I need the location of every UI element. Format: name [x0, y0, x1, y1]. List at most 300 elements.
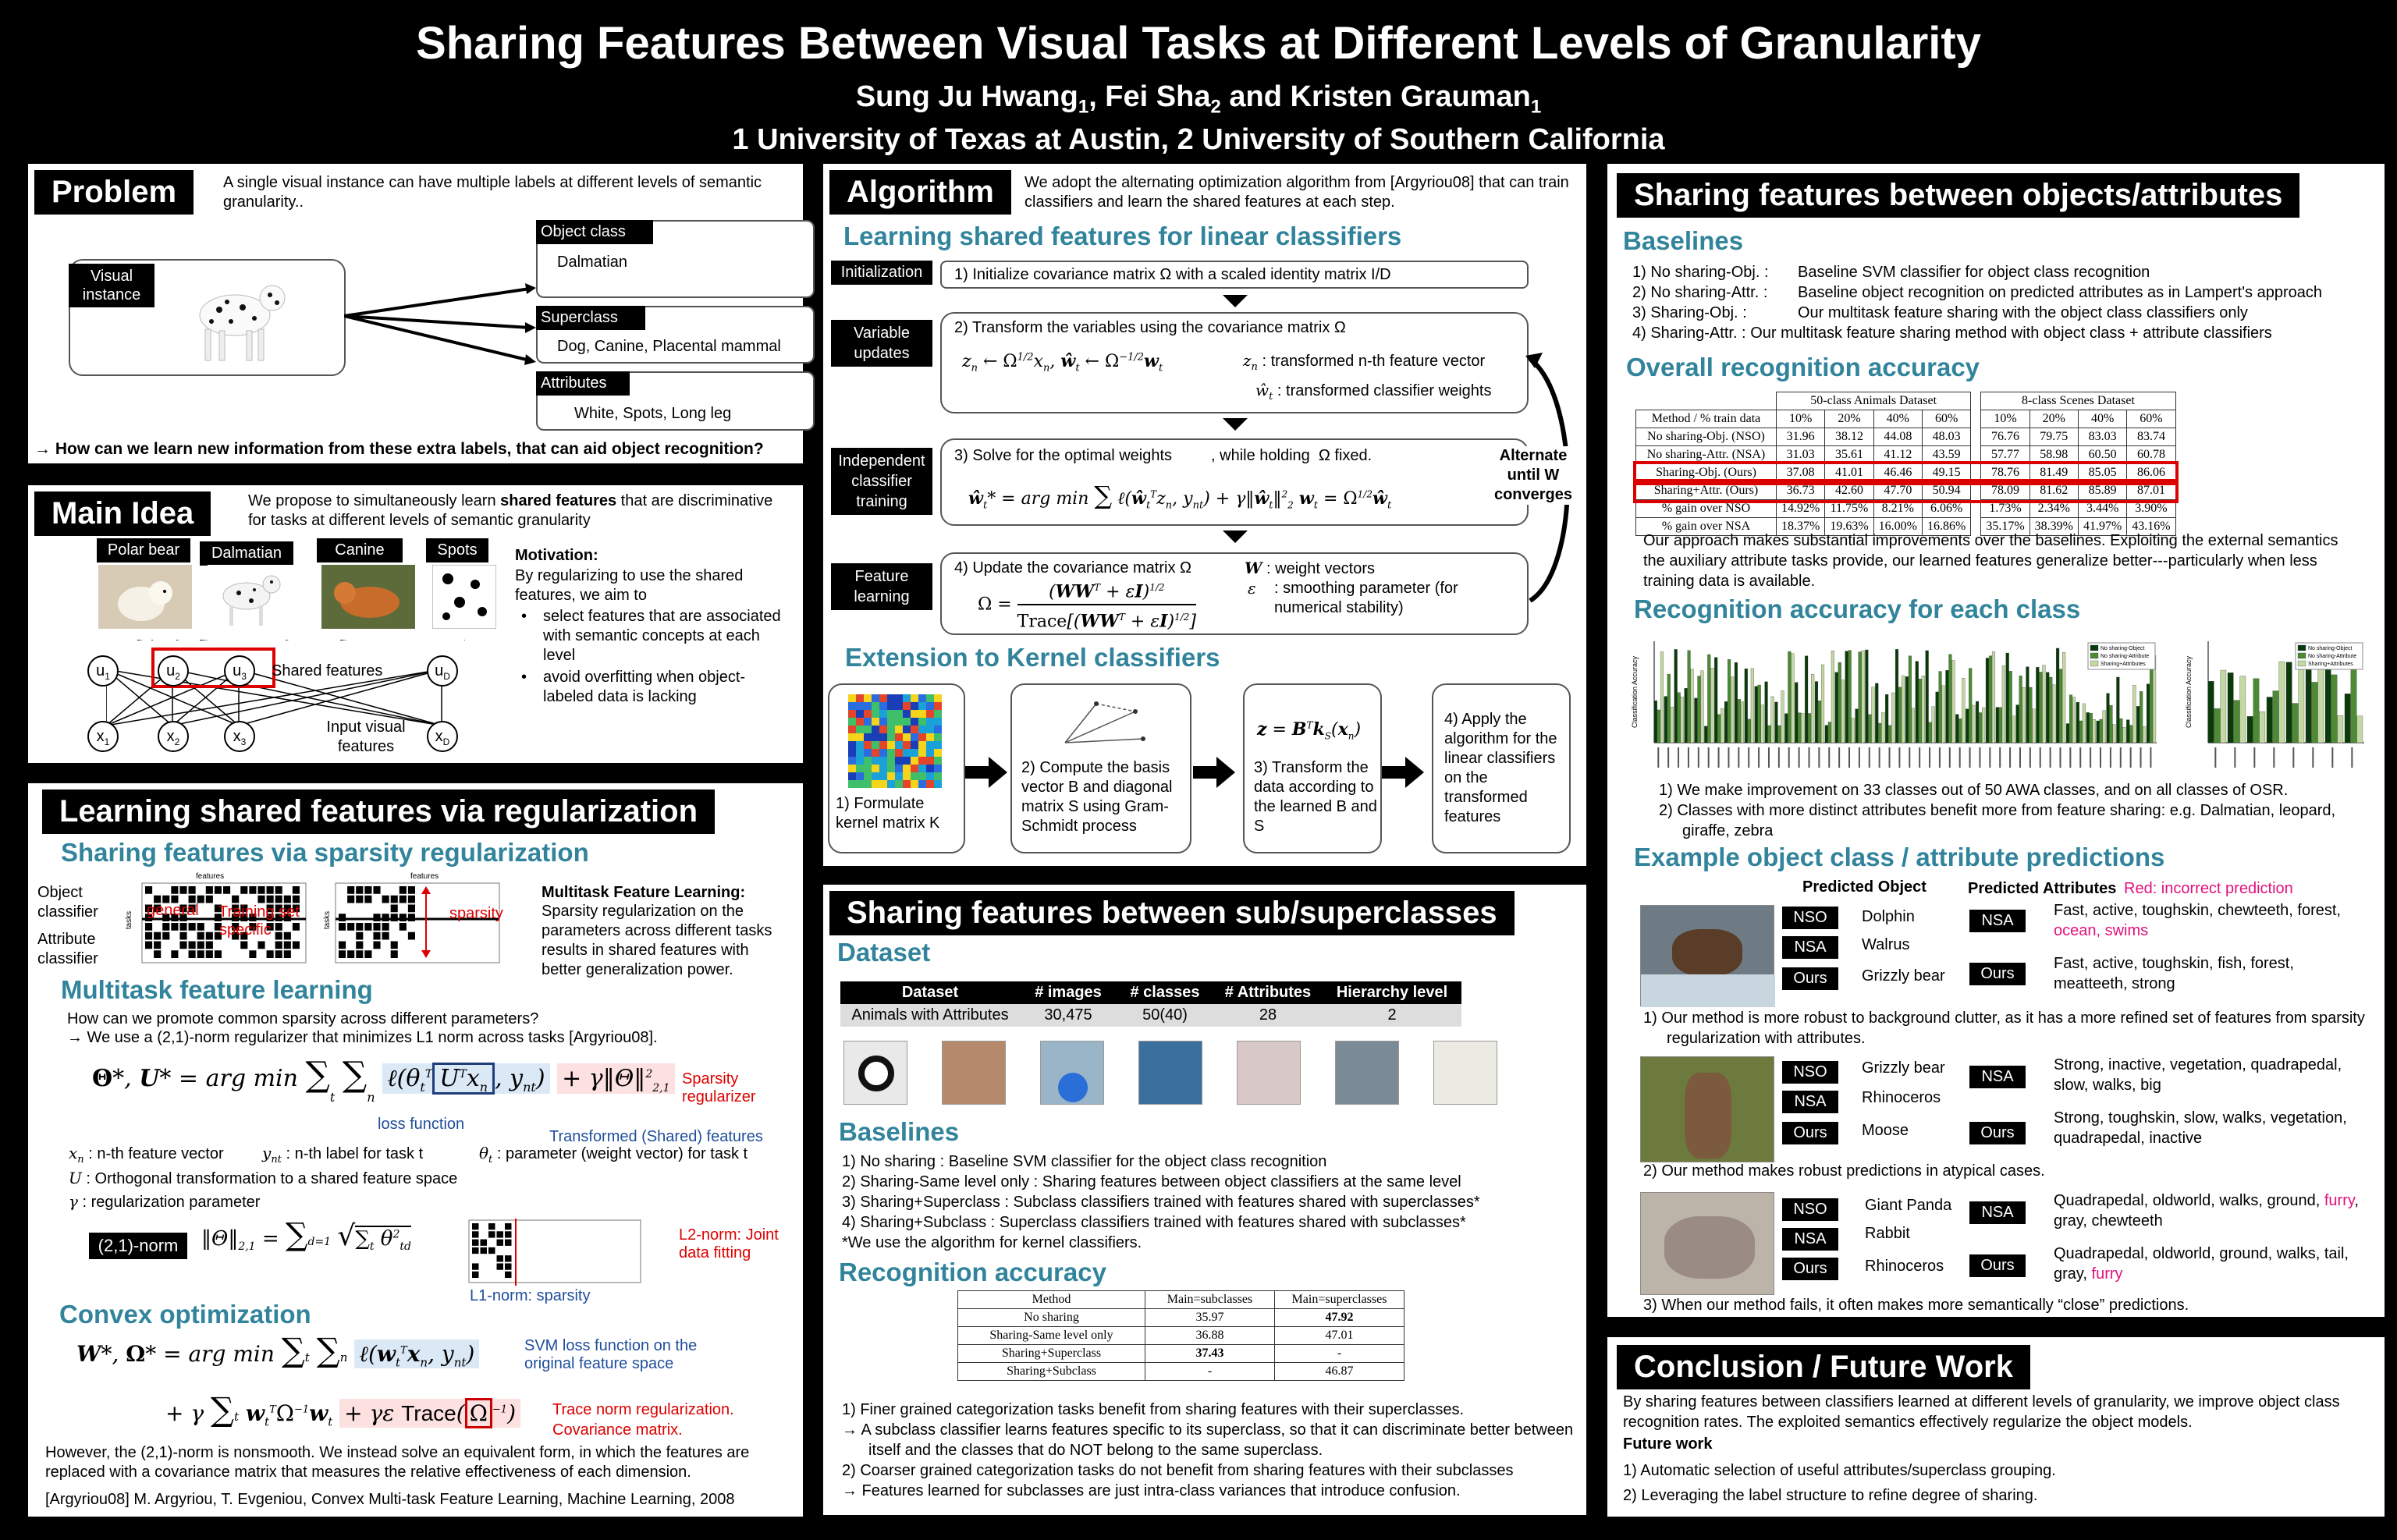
zn-note: $z_n$ : transformed n-th feature vector [1243, 351, 1486, 373]
convex-objective-2: + γ ∑t $w_t^T\Omega^{-1}w_t + \gamma\varepsilon$ Trace( Ω $^{-1}$) [165, 1390, 520, 1429]
motivation-bullet-2: • avoid overfitting when object-labeled data is lacking [521, 669, 746, 705]
heatmap-cell [887, 726, 895, 733]
heatmap-cell [872, 765, 879, 772]
chart-bar [1724, 701, 1728, 743]
main-idea-desc: We propose to simultaneously learn shared features that are discriminative for tasks at different levels of semantic granularity [248, 492, 773, 529]
matrix-cell [339, 950, 346, 958]
matrix-cell [215, 950, 222, 958]
chart-bar [2033, 709, 2036, 743]
matrix-cell [400, 896, 407, 903]
heatmap-cell [848, 780, 856, 788]
matrix-cell [373, 886, 380, 894]
node-x3: $x_3$ [224, 721, 255, 752]
heatmap-cell [895, 757, 903, 765]
matrix-cell [391, 950, 398, 958]
chart-tick-label [1738, 747, 1739, 768]
chart-bar [1811, 674, 1814, 743]
heatmap-cell [934, 757, 942, 765]
def-theta: $\theta_t$ : parameter (weight vector) for task t [479, 1144, 748, 1166]
ex1-nso-tag: NSO [1782, 907, 1838, 929]
matrix-cell [293, 896, 300, 903]
heatmap-cell [879, 772, 887, 780]
chart-bar [2026, 667, 2029, 743]
matrix-cell [267, 886, 274, 894]
step-3-formula: $ŵ_t*$ = arg min ∑ $\ell(ŵ_t^Tz_n$, $y_{nt}$) + $\gamma‖ŵ_t‖^2_2$ $w_t$ = $\Omega^{1/2}ŵ_t$ [968, 481, 1392, 512]
motivation-heading: Motivation: [515, 547, 598, 564]
polar-bear-photo-2 [1433, 1041, 1497, 1105]
chart-tick-label [1657, 747, 1659, 768]
chart-bar [2208, 681, 2214, 743]
matrix-cell [505, 1231, 512, 1237]
ex3-ours-pred: Rhinoceros [1865, 1258, 1944, 1275]
subsuper-baseline-3: 3) Sharing+Superclass : Subclass classifiers trained with features shared with superclasses* [842, 1194, 1480, 1211]
heatmap-cell [879, 726, 887, 733]
node-xd: $x_D$ [427, 721, 458, 752]
heatmap-cell [934, 718, 942, 726]
heatmap-cell [926, 772, 934, 780]
chart-bar [2079, 721, 2083, 743]
each-class-heading: Recognition accuracy for each class [1634, 594, 2081, 623]
chart-bar [1926, 651, 1929, 743]
heatmap-cell [856, 772, 864, 780]
chart-bar [2009, 671, 2012, 743]
matrix-cell [488, 1247, 495, 1254]
heatmap-cell [887, 765, 895, 772]
matrix-cell [505, 1223, 512, 1230]
heatmap-cell [879, 694, 887, 702]
step-4-formula: Ω = $(WW^T + \varepsilon I)^{1/2}$ $Trace[(WW^T + \varepsilon I)^{1/2}]$ [978, 576, 1196, 634]
heatmap-cell [918, 694, 926, 702]
overall-table-row-ours: Sharing+Attr. (Ours) 36.73 42.60 47.70 50.94 78.09 81.62 85.89 87.01 [1636, 482, 2176, 500]
ex3-nsa-tag: NSA [1782, 1228, 1838, 1251]
chart-tick-label [1859, 747, 1860, 768]
chart-bar [1852, 718, 1855, 743]
chart-bar [1698, 676, 1701, 743]
tasks-label-right: tasks [323, 910, 332, 930]
heatmap-cell [856, 726, 864, 733]
chart-tick-label [1838, 747, 1840, 768]
chart-bar [2273, 691, 2278, 743]
chart-bar [1701, 671, 1704, 743]
heatmap-cell [895, 772, 903, 780]
chart-tick-label [1698, 747, 1699, 768]
convex-objective-1: W*, Ω* = arg min ∑t ∑n $\ell(w_t^Tx_n$, $y_{nt}$) [76, 1331, 479, 1370]
legend-swatch [2090, 653, 2098, 658]
heatmap-cell [864, 718, 872, 726]
each-class-note-1: 1) We make improvement on 33 classes out of 50 AWA classes, and on all classes of OSR. [1659, 782, 2289, 799]
chart-bar [2143, 726, 2146, 743]
heatmap-cell [864, 694, 872, 702]
chart-bar [1942, 686, 1945, 743]
matrix-cell [356, 950, 363, 958]
chart-bar [2228, 672, 2233, 743]
heatmap-cell [864, 726, 872, 733]
chart-bar [1835, 672, 1838, 743]
heatmap-cell [864, 733, 872, 741]
chart-bar [2006, 653, 2009, 743]
chart-bar [1735, 662, 1738, 743]
dataset-table-header: Dataset # images # classes # Attributes Hierarchy level [840, 981, 1461, 1004]
motivation-text: By regularizing to use the shared features, we aim to [515, 567, 744, 604]
matrix-cell [171, 923, 178, 931]
matrix-cell [275, 950, 282, 958]
attributes-value: White, Spots, Long leg [574, 405, 732, 422]
chart-bar [1815, 682, 1818, 743]
problem-panel [28, 164, 803, 463]
heatmap-cell [911, 694, 918, 702]
objattr-baseline-4: 4) Sharing-Attr. : Our multitask feature sharing method with object class + attribute classifiers [1632, 325, 2272, 342]
chart-bar [1862, 651, 1865, 743]
future-work-heading: Future work [1623, 1435, 1713, 1453]
heatmap-cell [895, 718, 903, 726]
ex1-nsa-pred: Walrus [1862, 936, 1910, 953]
mtl-objective: Θ*, U* = arg $\min \sum_t$ $\sum_n$ $\ell(\theta_t^T$ $U^Tx_n$ , $y_{nt}$) + γ‖Θ‖$^2_{2,1}$ [92, 1055, 675, 1105]
heatmap-cell [864, 702, 872, 710]
matrix-cell [497, 1255, 504, 1261]
matrix-cell [472, 1231, 479, 1237]
kernel-step-4-text: 4) Apply the algorithm for the linear classifiers on the transformed features [1444, 711, 1557, 825]
subsuper-note-3: 2) Coarser grained categorization tasks do not benefit from sharing features with their subclasses [842, 1462, 1514, 1479]
matrix-cell [391, 942, 398, 949]
mtl-question-1: How can we promote common sparsity across different parameters? [67, 1010, 539, 1027]
heatmap-cell [864, 780, 872, 788]
heatmap-cell [903, 772, 911, 780]
animal-photo-3 [1040, 1041, 1104, 1105]
matrix-cell [505, 1240, 512, 1246]
chart-bar [1758, 685, 1761, 743]
chart-bar [2286, 662, 2292, 743]
heatmap-cell [926, 694, 934, 702]
chart-tick-label [2050, 747, 2051, 768]
heatmap-cell [848, 694, 856, 702]
chart-bar [1801, 713, 1804, 743]
ex2-nso-pred: Grizzly bear [1862, 1059, 1945, 1077]
heatmap-cell [926, 741, 934, 749]
heatmap-cell [872, 772, 879, 780]
chart-bar [1728, 659, 1731, 743]
heatmap-cell [887, 757, 895, 765]
matrix-cell [267, 896, 274, 903]
matrix-cell [373, 932, 380, 940]
panda-photo [843, 1041, 907, 1105]
matrix-cell [189, 886, 196, 894]
pred-object-header: Predicted Object [1802, 878, 1926, 896]
chart-bar [1848, 651, 1852, 743]
heatmap-cell [926, 765, 934, 772]
norm-formula: $‖\Theta‖_{2,1} = \sum d=1$ $√\sum_t$ $\theta^2_{td}$ [201, 1217, 411, 1254]
matrix-cell [364, 886, 371, 894]
chart-tick-label [1818, 747, 1820, 768]
chart-bar [2357, 716, 2363, 743]
heatmap-cell [934, 710, 942, 718]
overall-table-row-ours: Sharing-Obj. (Ours) 37.08 41.01 46.46 49.15 78.76 81.49 85.05 86.06 [1636, 464, 2176, 482]
matrix-cell [257, 886, 265, 894]
heatmap-cell [918, 710, 926, 718]
chart-bar [1982, 708, 1985, 743]
node-u3: $u_3$ [224, 655, 255, 687]
ex1-nso-pred: Dolphin [1862, 908, 1915, 925]
heatmap-cell [934, 765, 942, 772]
heatmap-cell [911, 749, 918, 757]
legend-label: No sharing-Attribute [2308, 654, 2357, 659]
matrix-cell [505, 1263, 512, 1269]
mtfl-text: Sparsity regularization on the parameters across different tasks results in shared features with better generalization power. [542, 903, 772, 978]
step-2-text: 2) Transform the variables using the covariance matrix Ω [954, 319, 1346, 336]
chart-bar [2016, 705, 2019, 743]
chart-bar [2002, 665, 2005, 743]
chart-bar [1745, 669, 1748, 743]
heatmap-cell [903, 710, 911, 718]
chart-tick-label [2029, 747, 2031, 768]
chart-bar [2039, 672, 2042, 743]
object-class-value: Dalmatian [557, 254, 628, 271]
dataset-image-strip [843, 1041, 1546, 1105]
heatmap-cell [879, 718, 887, 726]
step-variable-label: Variable updates [831, 320, 932, 367]
matrix-cell [400, 886, 407, 894]
heatmap-cell [911, 726, 918, 733]
heatmap-cell [903, 765, 911, 772]
wn-note: $ŵ_t$ : transformed classifier weights [1255, 381, 1492, 403]
specific-label: specific [219, 921, 272, 939]
algorithm-title: Algorithm [829, 170, 1011, 215]
future-work-1: 1) Automatic selection of useful attributes/superclass grouping. [1623, 1462, 2056, 1479]
arrow-k1 [965, 757, 1007, 788]
chart-tick-label [1778, 747, 1780, 768]
heatmap-cell [887, 780, 895, 788]
matrix-cell [197, 942, 204, 949]
matrix-cell [249, 950, 256, 958]
chart-tick-label [1848, 747, 1850, 768]
heatmap-cell [848, 710, 856, 718]
chart-bar [1738, 699, 1741, 743]
chart-tick-label [2110, 747, 2111, 768]
matrix-cell [162, 923, 169, 931]
legend-swatch [2298, 653, 2306, 658]
matrix-cell [293, 923, 300, 931]
matrix-cell [275, 896, 282, 903]
heatmap-cell [864, 765, 872, 772]
matrix-cell [189, 942, 196, 949]
label-dalmatian: Dalmatian [200, 541, 293, 566]
chart-bar [1748, 719, 1751, 743]
matrix-cell [145, 932, 152, 940]
chart-bar [2260, 711, 2265, 743]
ex1-ours-tag: Ours [1782, 967, 1838, 990]
chart-tick-label [1889, 747, 1891, 768]
overall-table-row: No sharing-Attr. (NSA) 31.03 35.61 41.12 43.59 57.77 58.98 60.50 60.78 [1636, 446, 2176, 464]
chart-tick-label [2273, 747, 2274, 768]
matrix-cell [472, 1223, 479, 1230]
chart-bar [1771, 697, 1774, 743]
objattr-title: Sharing features between objects/attributes [1617, 173, 2299, 218]
ex2-nsa-attr: Strong, inactive, vegetation, quadrapedal, slow, walks, big [2054, 1056, 2342, 1094]
chart-bar [1821, 665, 1824, 743]
matrix-cell [249, 886, 256, 894]
acc-table-row: Sharing+Superclass 37.43 - [958, 1345, 1404, 1363]
overall-table [1635, 392, 2176, 536]
alternate-note: Alternate until W converges [1488, 446, 1578, 505]
chart-bar [2046, 672, 2049, 743]
heatmap-cell [911, 765, 918, 772]
node-x2: $x_2$ [158, 721, 189, 752]
heatmap-cell [918, 772, 926, 780]
chart-bar [1875, 683, 1878, 743]
heatmap-cell [864, 749, 872, 757]
heatmap-cell [911, 772, 918, 780]
chart-bar [1966, 709, 1969, 743]
chart-bar [2116, 677, 2119, 743]
matrix-cell [400, 914, 407, 921]
chart-bar [1922, 676, 1925, 743]
matrix-cell [382, 896, 389, 903]
chart-tick-label [1959, 747, 1961, 768]
chart-bar [2062, 652, 2065, 743]
subsuper-baselines-heading: Baselines [839, 1117, 960, 1146]
matrix-cell [347, 923, 354, 931]
heatmap-cell [918, 702, 926, 710]
matrix-cell [497, 1263, 504, 1269]
chart-bar [1667, 674, 1671, 743]
chart-bar [2076, 702, 2079, 743]
matrix-cell [154, 942, 161, 949]
heatmap-cell [864, 757, 872, 765]
heatmap-cell [918, 757, 926, 765]
reference-text: [Argyriou08] M. Argyriou, T. Evgeniou, Convex Multi-task Feature Learning, Machine Learning, 2008 [45, 1491, 735, 1508]
overall-table-group: 50-class Animals Dataset 8-class Scenes Dataset [1636, 392, 2176, 410]
heatmap-cell [887, 710, 895, 718]
chart-tick-label [2331, 747, 2333, 768]
each-class-note-2: 2) Classes with more distinct attributes benefit more from feature sharing: e.g. Dalmatian, leopard, giraffe, zebra [1659, 802, 2336, 839]
chart-tick-label [1999, 747, 2001, 768]
ex2-nso-tag: NSO [1782, 1061, 1838, 1084]
chart-bar [1678, 693, 1681, 743]
heatmap-cell [872, 780, 879, 788]
animal-photo-5 [1237, 1041, 1301, 1105]
kernel-step-2-text: 2) Compute the basis vector B and diagonal matrix S using Gram-Schmidt process [1021, 759, 1173, 835]
matrix-cell [215, 886, 222, 894]
acc-table-row: No sharing 35.97 47.92 [958, 1309, 1404, 1327]
chart-tick-label [1808, 747, 1809, 768]
heatmap-cell [864, 741, 872, 749]
objattr-panel [1607, 164, 2385, 1317]
chart-bar [1912, 708, 1915, 743]
label-polar-bear: Polar bear [97, 538, 190, 562]
dataset-table-row: Animals with Attributes 30,475 50(40) 28 2 [840, 1004, 1461, 1027]
node-u1: $u_1$ [87, 655, 119, 687]
chart-tick-label [2009, 747, 2011, 768]
overall-note: Our approach makes substantial improvements over the baselines. Exploiting the external semantics the auxiliary attribute tasks provide, our learned features generalize better---particularly when less training data is available. [1643, 532, 2338, 590]
chart-tick-label [2234, 747, 2235, 768]
matrix-cell [472, 1240, 479, 1246]
heatmap-cell [926, 702, 934, 710]
matrix-cell [240, 942, 247, 949]
matrix-cell [488, 1223, 495, 1230]
shared-features-label: Shared features [272, 662, 383, 680]
matrix-cell [267, 950, 274, 958]
chart-bar [2029, 687, 2033, 743]
subsuper-baseline-2: 2) Sharing-Same level only : Sharing features between object classifiers at the same level [842, 1173, 1461, 1190]
heatmap-cell [856, 757, 864, 765]
problem-desc: A single visual instance can have multiple labels at different levels of semantic granularity.. [223, 174, 762, 211]
chart-tick-label [1788, 747, 1790, 768]
arrow-3 [1223, 530, 1248, 543]
chart-tick-label [2120, 747, 2122, 768]
chart-bar [1691, 669, 1694, 743]
heatmap-cell [879, 757, 887, 765]
chart-tick-label [1688, 747, 1689, 768]
chart-bar [2247, 716, 2253, 743]
heatmap-cell [848, 772, 856, 780]
algorithm-desc: We adopt the alternating optimization algorithm from [Argyriou08] that can train classifiers and learn the shared features at each step. [1024, 174, 1569, 211]
matrix-cell [356, 942, 363, 949]
chart-bar [1996, 708, 1999, 743]
ex1-ours-attr: Fast, active, toughskin, fish, forest, meatteeth, strong [2054, 955, 2294, 992]
problem-question: → How can we learn new information from these extra labels, that can aid object recognition? [34, 440, 764, 458]
chart-bar [2306, 659, 2311, 743]
heatmap-cell [926, 710, 934, 718]
matrix-cell [257, 942, 265, 949]
ex1-ours-pred: Grizzly bear [1862, 967, 1945, 985]
overall-heading: Overall recognition accuracy [1626, 353, 1980, 381]
ex3-ours-attr-tag: Ours [1969, 1254, 2026, 1277]
matrix-cell [382, 923, 389, 931]
chart-bar [2126, 720, 2129, 743]
chart-bar [1688, 651, 1691, 743]
heatmap-cell [856, 741, 864, 749]
chart-bar [1825, 726, 1828, 743]
legend-swatch [2090, 645, 2098, 651]
matrix-cell [364, 950, 371, 958]
chart-bar [1710, 668, 1713, 743]
heatmap-cell [872, 694, 879, 702]
ex1-nsa-tag: NSA [1782, 936, 1838, 959]
chart-bar [1717, 715, 1721, 743]
matrix-cell [206, 886, 213, 894]
matrix-cell [364, 923, 371, 931]
chart-tick-label [1678, 747, 1679, 768]
chart-tick-label [1909, 747, 1910, 768]
chart-bar [1869, 715, 1872, 743]
heatmap-cell [887, 702, 895, 710]
heatmap-cell [895, 749, 903, 757]
convex-heading: Convex optimization [59, 1300, 311, 1329]
chart-bar [1671, 707, 1674, 743]
matrix-cell [223, 886, 230, 894]
spots-photo [432, 565, 496, 629]
chart-bar [1958, 719, 1962, 743]
matrix-cell [505, 1255, 512, 1261]
heatmap-cell [911, 780, 918, 788]
heatmap-cell [895, 733, 903, 741]
chart-bar [2338, 715, 2343, 743]
chart-bar [1932, 707, 1935, 743]
chart-ylabel: Classification Accuracy [1631, 655, 1639, 729]
chart-bar [1695, 698, 1698, 743]
legend-label: Sharing+Attributes [2308, 662, 2353, 667]
chart-bar [2113, 725, 2116, 743]
heatmap-cell [895, 765, 903, 772]
example-heading: Example object class / attribute predictions [1634, 843, 2165, 871]
chart-bar [1898, 687, 1902, 743]
ex2-ours-pred: Moose [1862, 1122, 1909, 1139]
heatmap-cell [848, 702, 856, 710]
chart-bar [1979, 712, 1982, 743]
heatmap-cell [872, 710, 879, 718]
chart-bar [2066, 724, 2069, 743]
matrix-cell [472, 1263, 479, 1269]
chart-bar [1714, 658, 1717, 743]
